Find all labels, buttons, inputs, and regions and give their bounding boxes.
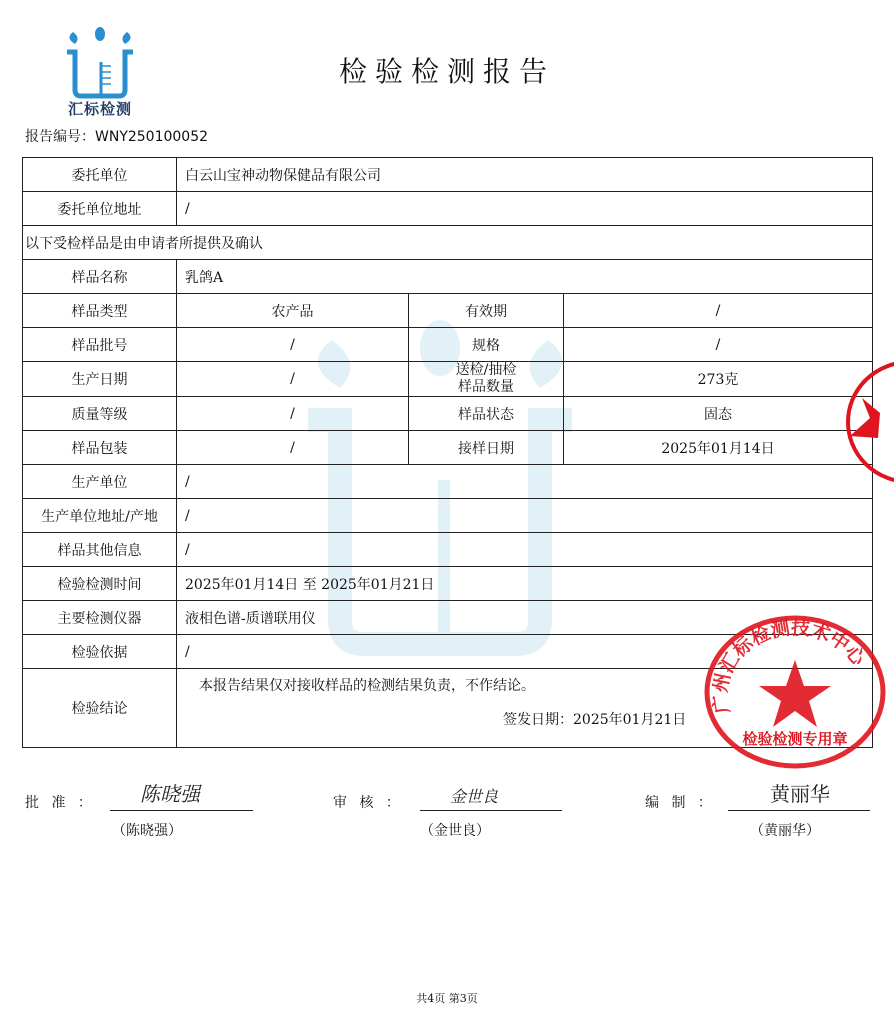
grid-label: 样品包装 [23,431,177,465]
table-row [23,328,873,362]
table-row [23,294,873,328]
approve-signature: 陈晓强 [140,782,200,806]
grid-value: 固态 [564,397,873,431]
notice-text: 以下受检样品是由申请者所提供及确认 [23,226,873,260]
grid-label: 质量等级 [23,397,177,431]
table-row [23,431,873,465]
table-row [23,465,873,499]
grid-value: 273克 [564,362,873,397]
page-footer: 共4页 第3页 [416,992,478,1005]
test-time-value: 2025年01月14日 至 2025年01月21日 [177,567,873,601]
report-number: 报告编号：WNY250100052 [25,129,209,145]
table-row [23,260,873,294]
client-address-label: 委托单位地址 [23,192,177,226]
review-label: 审 核 ： [333,795,404,811]
grid-label: 样品类型 [23,294,177,328]
prepare-label: 编 制 ： [645,795,716,811]
review-line [420,810,562,811]
manufacturer-address-value: / [177,499,873,533]
review-name: （金世良） [420,823,490,839]
manufacturer-address-label: 生产单位地址/产地 [23,499,177,533]
instrument-label: 主要检测仪器 [23,601,177,635]
basis-label: 检验依据 [23,635,177,669]
report-table [22,157,873,748]
grid-label: 有效期 [409,294,564,328]
svg-text:检验检测专用章: 检验检测专用章 [742,730,848,748]
conclusion-cell [177,669,873,748]
grid-value: / [177,431,409,465]
grid-value: / [177,397,409,431]
grid-value: / [564,328,873,362]
table-row [23,635,873,669]
manufacturer-label: 生产单位 [23,465,177,499]
prepare-name: （黄丽华） [750,823,820,839]
table-row [23,533,873,567]
table-row [23,158,873,192]
client-address-value: / [177,192,873,226]
other-info-label: 样品其他信息 [23,533,177,567]
grid-value: / [177,328,409,362]
grid-label: 样品状态 [409,397,564,431]
issue-date: 签发日期：2025年01月21日 [503,712,687,728]
other-info-value: / [177,533,873,567]
review-signature: 金世良 [450,787,499,806]
sample-name-label: 样品名称 [23,260,177,294]
approve-line [110,810,253,811]
sample-name-value: 乳鸽A [177,260,873,294]
table-row [23,226,873,260]
page-title: 检验检测报告 [338,55,555,88]
grid-value: / [177,362,409,397]
grid-label: 接样日期 [409,431,564,465]
basis-value: / [177,635,873,669]
grid-value: / [564,294,873,328]
client-value: 白云山宝神动物保健品有限公司 [177,158,873,192]
logo-text: 汇标检测 [67,100,132,118]
table-row [23,601,873,635]
table-row [23,499,873,533]
prepare-signature: 黄丽华 [770,782,830,806]
test-time-label: 检验检测时间 [23,567,177,601]
conclusion-label: 检验结论 [23,669,177,748]
prepare-line [728,810,870,811]
approve-label: 批 准 ： [25,795,96,811]
grid-value: 农产品 [177,294,409,328]
grid-label: 规格 [409,328,564,362]
table-row [23,362,873,397]
grid-value: 2025年01月14日 [564,431,873,465]
manufacturer-value: / [177,465,873,499]
grid-label: 生产日期 [23,362,177,397]
table-row [23,669,873,748]
conclusion-text: 本报告结果仅对接收样品的检测结果负责，不作结论。 [199,678,535,694]
grid-label: 样品批号 [23,328,177,362]
table-row [23,567,873,601]
client-label: 委托单位 [23,158,177,192]
table-row [23,192,873,226]
approve-name: （陈晓强） [112,823,182,839]
instrument-value: 液相色谱-质谱联用仪 [177,601,873,635]
table-row [23,397,873,431]
svg-text:广州汇标检测技术中心: 广州汇标检测技术中心 [709,616,870,715]
grid-label: 送检/抽检 样品数量 [409,362,564,397]
